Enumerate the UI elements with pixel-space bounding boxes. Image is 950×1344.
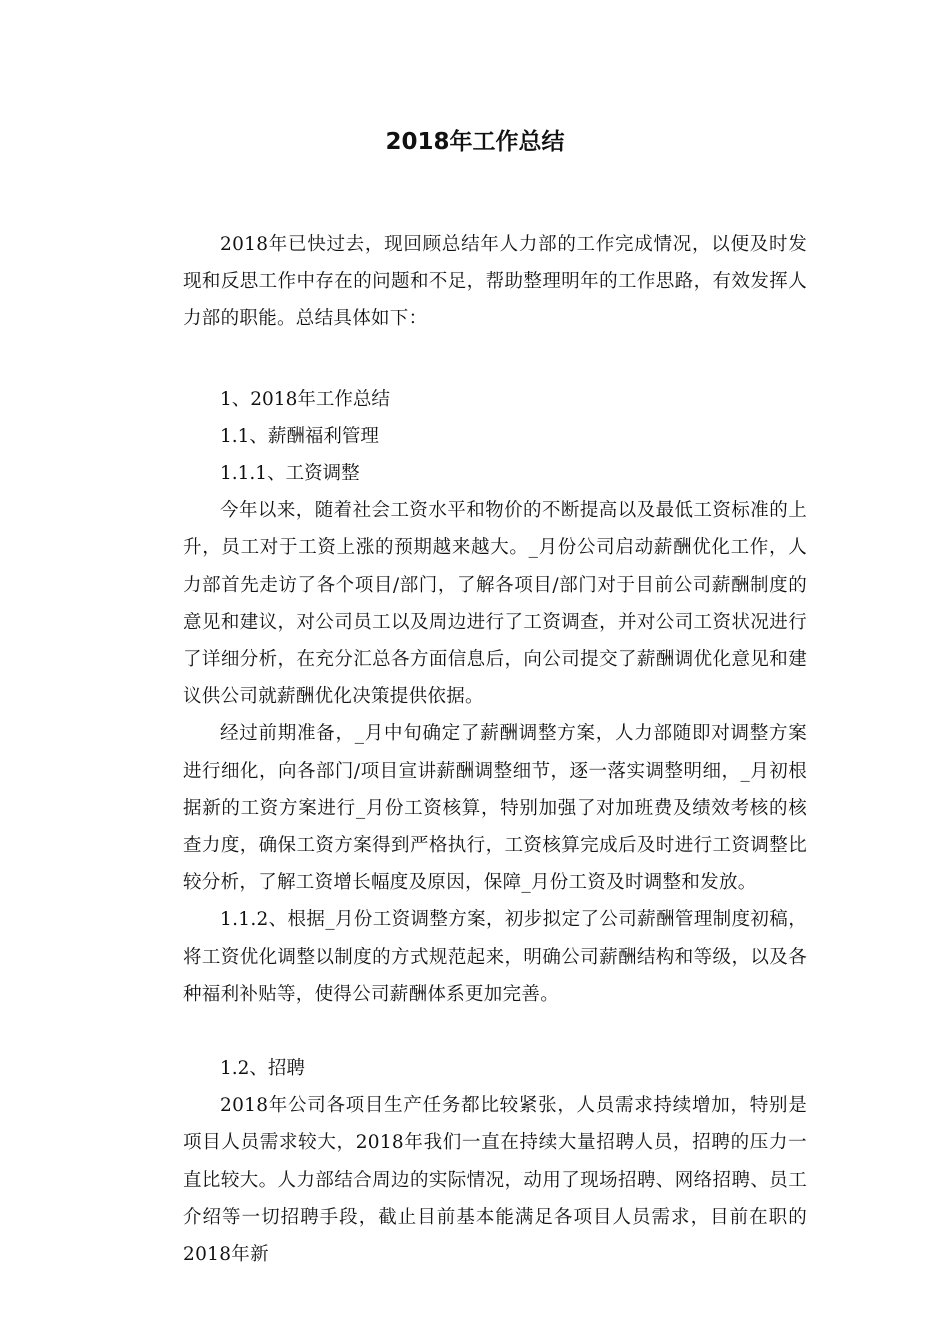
spacer bbox=[183, 338, 807, 375]
salary-adjustment-paragraph-2: 经过前期准备，_月中旬确定了薪酬调整方案，人力部随即对调整方案进行细化，向各部门/项目宣讲薪酬调整细节，逐一落实调整明细，_月初根据新的工资方案进行_月份工资核算，特别加强了对加班费及绩效考核的核查力度，确保工资方案得到严格执行，工资核算完成后及时进行工资调整比较分析，了解工资增长幅度及原因，保障_月份工资及时调整和发放。 bbox=[183, 723, 807, 894]
recruitment-paragraph: 2018年公司各项目生产任务都比较紧张，人员需求持续增加，特别是项目人员需求较大，2018年我们一直在持续大量招聘人员，招聘的压力一直比较大。人力部结合周边的实际情况，动用了现场招聘、网络招聘、员工介绍等一切招聘手段，截止目前基本能满足各项目人员需求，目前在职的2018年新 bbox=[183, 1095, 807, 1266]
intro-paragraph: 2018年已快过去，现回顾总结年人力部的工作完成情况，以便及时发现和反思工作中存在的问题和不足，帮助整理明年的工作思路，有效发挥人力部的职能。总结具体如下： bbox=[183, 234, 807, 330]
section-1-2-heading: 1.2、招聘 bbox=[220, 1058, 305, 1080]
section-1-heading: 1、2018年工作总结 bbox=[220, 388, 390, 410]
document-title: 2018年工作总结 bbox=[385, 129, 565, 155]
spacer bbox=[183, 1013, 807, 1050]
salary-adjustment-paragraph-1: 今年以来，随着社会工资水平和物价的不断提高以及最低工资标准的上升，员工对于工资上涨的预期越来越大。_月份公司启动薪酬优化工作，人力部首先走访了各个项目/部门，了解各项目/部门对于目前公司薪酬制度的意见和建议，对公司员工以及周边进行了工资调查，并对公司工资状况进行了详细分析，在充分汇总各方面信息后，向公司提交了薪酬调优化意见和建议供公司就薪酬优化决策提供依据。 bbox=[183, 500, 807, 708]
document-body bbox=[183, 226, 807, 1273]
section-1-1-heading: 1.1、薪酬福利管理 bbox=[220, 425, 379, 447]
section-1-1-1-heading: 1.1.1、工资调整 bbox=[220, 463, 360, 485]
salary-policy-paragraph: 1.1.2、根据_月份工资调整方案，初步拟定了公司薪酬管理制度初稿，将工资优化调整以制度的方式规范起来，明确公司薪酬结构和等级，以及各种福利补贴等，使得公司薪酬体系更加完善。 bbox=[183, 909, 807, 1005]
